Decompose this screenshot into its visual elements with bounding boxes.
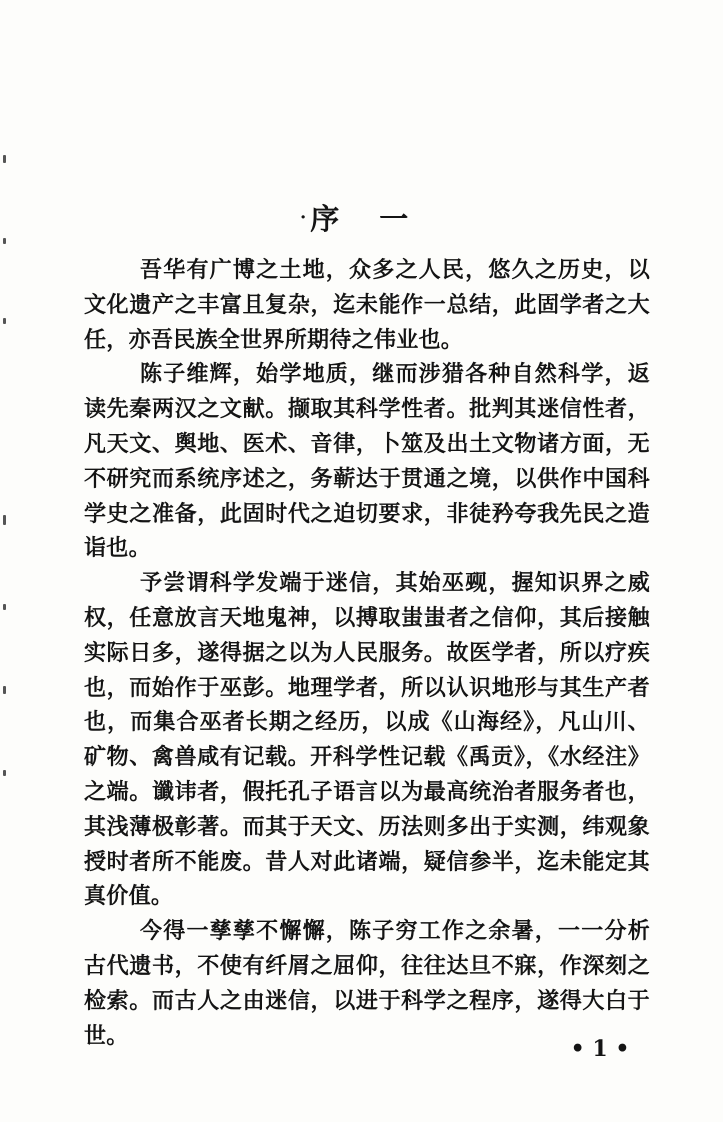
page-number-dot-left: • <box>570 1036 585 1062</box>
paragraph-2: 陈子维辉，始学地质，继而涉猎各种自然科学，返读先秦两汉之文献。撷取其科学性者。批判其迷信性者，凡天文、舆地、医术、音律，卜筮及出土文物诸方面，无不研究而系统序述之，务蕲达于贯通之境，以供作中国科学史之准备，此固时代之迫切要求，非徒矜夸我先民之造诣也。 <box>84 361 650 562</box>
margin-mark <box>3 770 6 776</box>
preface-body <box>84 253 650 1053</box>
page-number-value: 1 <box>592 1036 608 1062</box>
paragraph-3: 予尝谓科学发端于迷信，其始巫觋，握知识界之威权，任意放言天地鬼神，以搏取蚩蚩者之信仰，其后接触实际日多，遂得据之以为人民服务。故医学者，所以疗疾也，而始作于巫彭。地理学者，所以认识地形与其生产者也，而集合巫者长期之经历，以成《山海经》，凡山川、矿物、禽兽咸有记载。开科学性记载《禹贡》，《水经注》之端。谶讳者，假托孔子语言以为最高统治者服务者也，其浅薄极彰著。而其于天文、历法则多出于实测，纬观象授时者所不能废。昔人对此诸端，疑信参半，迄未能定其真价值。 <box>84 570 650 910</box>
paragraph-4: 今得一孳孳不懈懈，陈子穷工作之余暑，一一分析古代遗书，不使有纤屑之屈仰，往往达旦不寐，作深刻之检索。而古人之由迷信，以进于科学之程序，遂得大白于世。 <box>84 918 650 1049</box>
margin-mark <box>3 604 6 610</box>
title-char-2: 一 <box>379 201 409 236</box>
paragraph-1: 吾华有广博之土地，众多之人民，悠久之历史，以文化遗产之丰富且复杂，迄未能作一总结，此固学者之大任，亦吾民族全世界所期待之伟业也。 <box>84 257 650 353</box>
margin-mark <box>3 686 6 694</box>
margin-mark <box>3 155 6 163</box>
title-dot: · <box>300 206 307 228</box>
margin-mark <box>3 515 6 525</box>
margin-mark <box>3 238 6 244</box>
margin-mark <box>3 318 6 324</box>
page-number <box>560 1036 640 1062</box>
page-number-dot-right: • <box>615 1036 630 1062</box>
page-title <box>300 197 430 237</box>
title-char-1: 序 <box>310 201 340 236</box>
